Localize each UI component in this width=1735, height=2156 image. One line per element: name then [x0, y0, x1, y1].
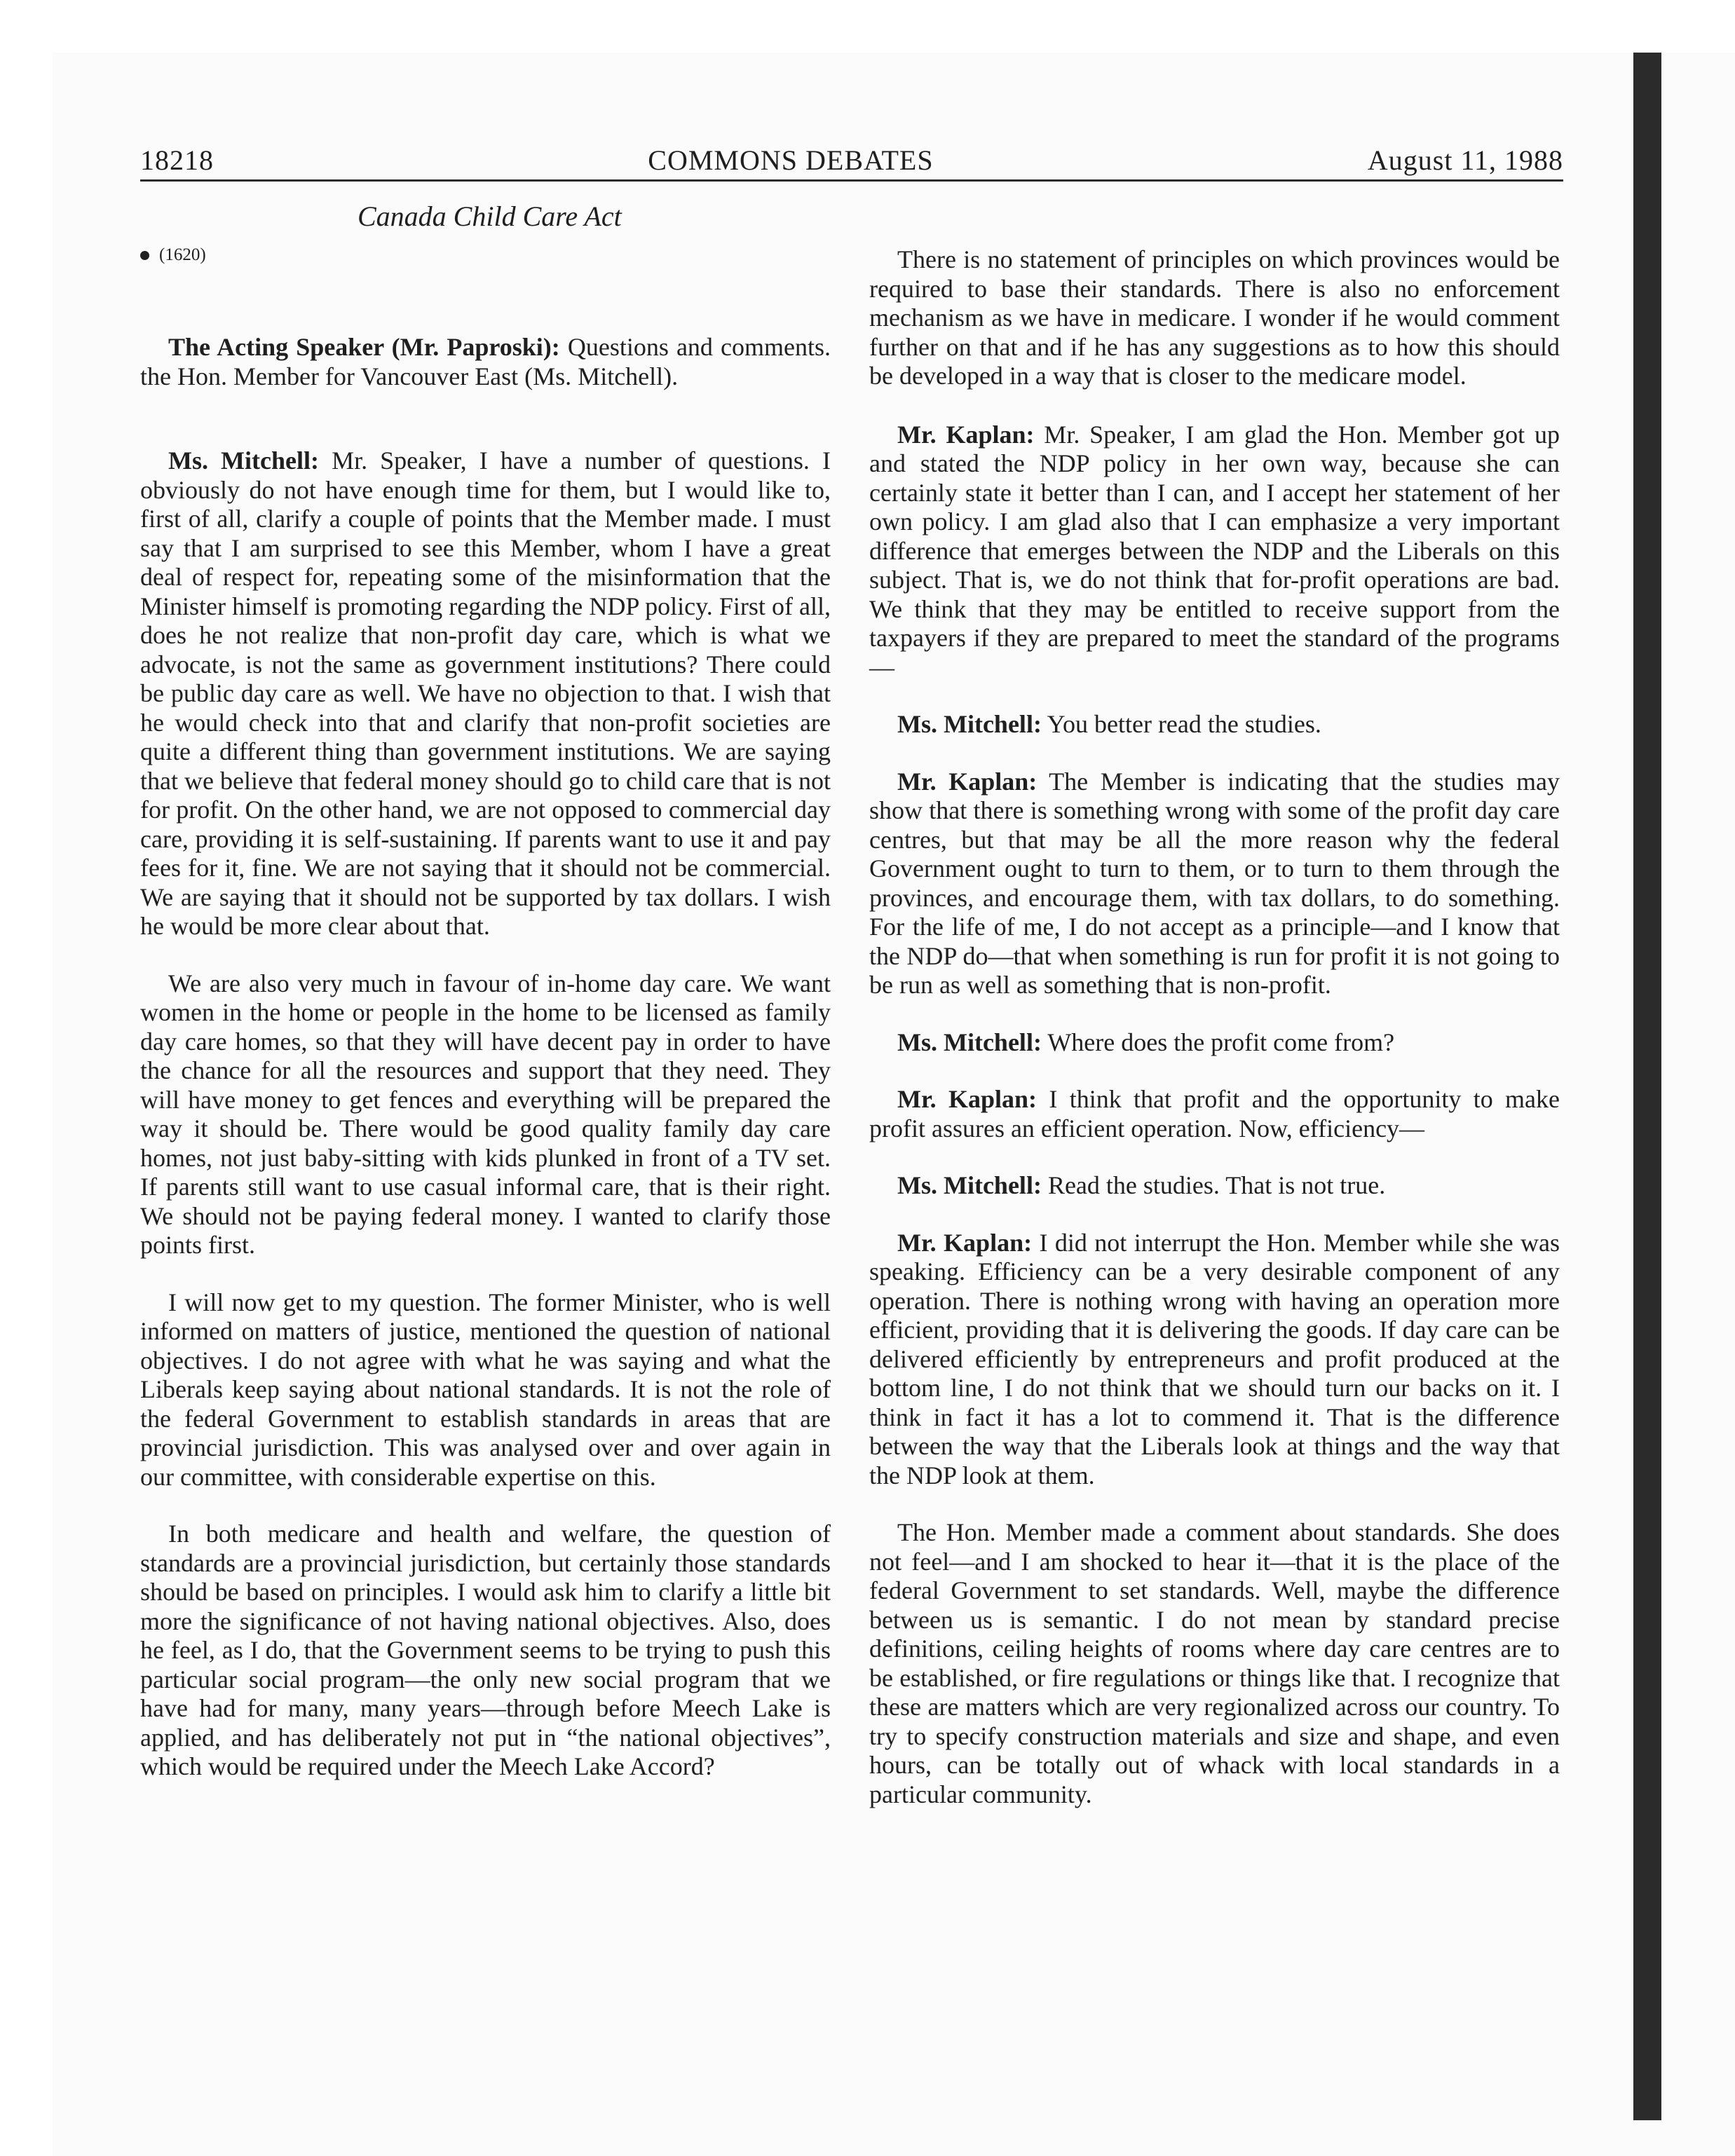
paragraph-text: In both medicare and health and welfare, the question of standards are a provincial jurisdiction, but certainly those standards should be based on principles. I would ask him to clarify a little bit more the significance of not having national objectives. Also, does he feel, as I do, that the Government seems to be trying to push this particular social program—the only new social program that we have had for many, many years—through before Meech Lake is applied, and has deliberately not put in “the national objectives”, which would be required under the Meech Lake Accord?	[140, 1520, 831, 1780]
paragraph-text: Questions and comments. the Hon. Member for Vancouver East (Ms. Mitchell).	[140, 333, 831, 390]
paragraph	[869, 1085, 1560, 1143]
left-column	[140, 245, 831, 1782]
speaker-name: Ms. Mitchell:	[168, 446, 319, 475]
paragraph-text: You better read the studies.	[1041, 710, 1321, 738]
paragraph-text: Read the studies. That is not true.	[1041, 1171, 1386, 1199]
scan-edge-shadow	[1633, 53, 1661, 2120]
paragraph	[869, 710, 1560, 739]
scan-border	[0, 0, 53, 2156]
publication-title: COMMONS DEBATES	[648, 144, 934, 176]
paragraph	[869, 767, 1560, 1000]
running-head: Canada Child Care Act	[358, 200, 622, 232]
paragraph	[869, 1518, 1560, 1809]
speaker-name: Ms. Mitchell:	[897, 1171, 1042, 1199]
paragraph	[869, 1229, 1560, 1491]
paragraph	[869, 1028, 1560, 1058]
paragraph-text: Mr. Speaker, I have a number of questions. I obviously do not have enough time for them, but I would like to, first of all, clarify a couple of points that the Member made. I must say that I am surprised to see this Member, whom I have a great deal of respect for, repeating some of the misinformation that the Minister himself is promoting regarding the NDP policy. First of all, does he not realize that non-profit day care, which is what we advocate, is not the same as government institutions? There could be public day care as well. We have no objection to that. I wish that he would check into that and clarify that non-profit societies are quite a different thing than government institutions. We are saying that we believe that federal money should go to child care that is not for profit. On the other hand, we are not opposed to commercial day care, providing it is self-sustaining. If parents want to use it and pay fees for it, fine. We are not saying that it should not be commercial. We are saying that it should not be supported by tax dollars. I wish he would be more clear about that.	[140, 446, 831, 940]
paragraph-text: I think that profit and the opportunity to make profit assures an efficient operation. Now, efficiency—	[869, 1085, 1560, 1142]
publication-date: August 11, 1988	[1367, 144, 1563, 176]
paragraph-text: Where does the profit come from?	[1041, 1028, 1395, 1056]
paragraph	[140, 446, 831, 941]
scan-border	[0, 0, 1735, 53]
paragraph	[869, 245, 1560, 391]
speaker-name: Mr. Kaplan:	[897, 767, 1037, 796]
paragraph	[140, 333, 831, 391]
paragraph	[140, 1520, 831, 1782]
right-column	[869, 245, 1560, 1809]
paragraph	[869, 421, 1560, 683]
paragraph-text: I will now get to my question. The former Minister, who is well informed on matters of justice, mentioned the question of national objectives. I do not agree with what he was saying and what the Liberals keep saying about national standards. It is not the role of the federal Government to establish standards in areas that are provincial jurisdiction. This was analysed over and over again in our committee, with considerable expertise on this.	[140, 1288, 831, 1491]
speaker-name: The Acting Speaker (Mr. Paproski):	[168, 333, 560, 361]
paragraph-text: There is no statement of principles on which provinces would be required to base their standards. There is also no enforcement mechanism as we have in medicare. I wonder if he would comment further on that and if he has any suggestions as to how this should be developed in a way that is closer to the medicare model.	[869, 245, 1560, 390]
speaker-name: Mr. Kaplan:	[897, 1228, 1033, 1257]
page-number: 18218	[140, 144, 214, 176]
page-header	[140, 144, 1563, 177]
header-rule	[140, 179, 1563, 182]
paragraph-text: I did not interrupt the Hon. Member while she was speaking. Efficiency can be a very desirable component of any operation. There is nothing wrong with having an operation more efficient, providing that it is delivering the goods. If day care can be delivered efficiently by entrepreneurs and profit produced at the bottom line, I do not think that we should turn our backs on it. I think in fact it has a lot to commend it. That is the difference between the way that the Liberals look at things and the way that the NDP look at them.	[869, 1228, 1560, 1489]
paragraph-text: The Hon. Member made a comment about standards. She does not feel—and I am shocked to hear it—that it is the place of the federal Government to set standards. Well, maybe the difference between us is semantic. I do not mean by standard precise definitions, ceiling heights of rooms where day care centres are to be established, or fire regulations or things like that. I recognize that these are matters which are very regionalized across our country. To try to specify construction materials and size and shape, and even hours, can be totally out of whack with local standards in a particular community.	[869, 1518, 1560, 1808]
speaker-name: Ms. Mitchell:	[897, 710, 1042, 738]
paragraph	[140, 969, 831, 1260]
time-marker-label: (1620)	[159, 245, 206, 264]
speaker-name: Ms. Mitchell:	[897, 1028, 1042, 1056]
paragraph	[140, 1288, 831, 1492]
paragraph-text: Mr. Speaker, I am glad the Hon. Member got up and stated the NDP policy in her own way, because she can certainly state it better than I can, and I accept her statement of her own policy. I am glad also that I can emphasize a very important difference that emerges between the NDP and the Liberals on this subject. That is, we do not think that for-profit operations are bad. We think that they may be entitled to receive support from the taxpayers if they are prepared to meet the standard of the programs—	[869, 420, 1560, 681]
paragraph-text: The Member is indicating that the studies may show that there is something wrong with some of the profit day care centres, but that may be all the more reason why the federal Government ought to turn to them, or to turn to them through the provinces, and encourage them, with tax dollars, to do something. For the life of me, I do not accept as a principle—and I know that the NDP do—that when something is run for profit it is not going to be run as well as something that is non-profit.	[869, 767, 1560, 999]
speaker-name: Mr. Kaplan:	[897, 1085, 1037, 1113]
paragraph-text: We are also very much in favour of in-home day care. We want women in the home or people in the home to be licensed as family day care homes, so that they will have decent pay in order to have the chance for all the resources and support that they need. They will have money to get fences and everything will be prepared the way it should be. There would be good quality family day care homes, not just baby-sitting with kids plunked in front of a TV set. If parents still want to use casual informal care, that is their right. We should not be paying federal money. I wanted to clarify those points first.	[140, 969, 831, 1259]
speaker-name: Mr. Kaplan:	[897, 420, 1035, 449]
paragraph	[869, 1171, 1560, 1201]
